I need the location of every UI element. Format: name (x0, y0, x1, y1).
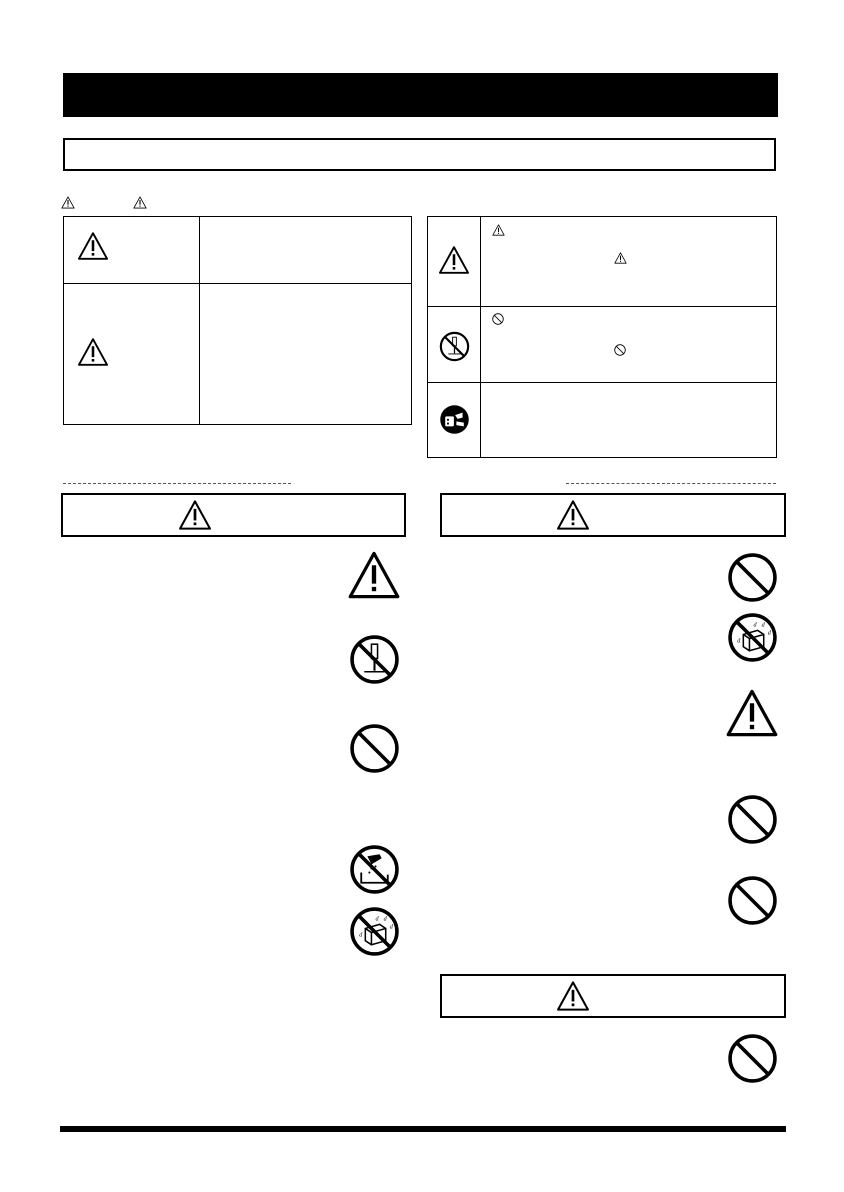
no-wet-icon (349, 906, 400, 957)
definition-icon-cell (64, 217, 200, 284)
definition-text-cell (199, 283, 411, 424)
warning-triangle-icon (725, 688, 779, 738)
symbol-icon-cell (428, 217, 481, 307)
warning-triangle-icon (438, 245, 470, 275)
section-header (440, 493, 786, 537)
unplug-icon (439, 404, 470, 435)
section-header (61, 493, 406, 537)
subtitle-box (63, 138, 776, 171)
small-prohibition-icon (492, 313, 504, 325)
warning-triangle-icon (77, 337, 109, 367)
no-water-icon (349, 844, 400, 895)
prohibition-icon (727, 794, 778, 845)
divider (566, 483, 776, 484)
definition-table-left (63, 216, 412, 425)
no-wet-icon (727, 612, 778, 663)
definition-icon-cell (64, 283, 200, 424)
symbol-text-cell (480, 382, 776, 457)
symbol-text-cell (480, 217, 776, 307)
page-title-bar (63, 73, 778, 117)
symbol-icon-cell (428, 306, 481, 383)
no-disassemble-icon (439, 331, 470, 362)
warning-triangle-icon (178, 499, 212, 531)
small-triangle-icon (492, 224, 505, 236)
section-header (440, 974, 786, 1018)
prohibition-icon (727, 552, 778, 603)
warning-triangle-icon (556, 980, 590, 1012)
warning-triangle-icon (77, 231, 109, 261)
warning-triangle-icon (347, 550, 401, 600)
prohibition-icon (727, 875, 778, 926)
divider (63, 483, 291, 484)
definition-table-right (427, 216, 777, 458)
symbol-icon-cell (428, 382, 481, 457)
small-triangle-icon (614, 252, 627, 264)
warning-triangle-icon (556, 499, 590, 531)
footer-rule (60, 1126, 786, 1132)
small-prohibition-icon (614, 344, 626, 356)
definition-text-cell (199, 217, 411, 284)
symbol-text-cell (480, 306, 776, 383)
warning-triangle-icon (61, 196, 75, 209)
prohibition-icon (727, 1033, 778, 1084)
warning-triangle-icon (133, 196, 147, 209)
no-disassemble-icon (349, 634, 400, 685)
prohibition-icon (349, 723, 400, 774)
